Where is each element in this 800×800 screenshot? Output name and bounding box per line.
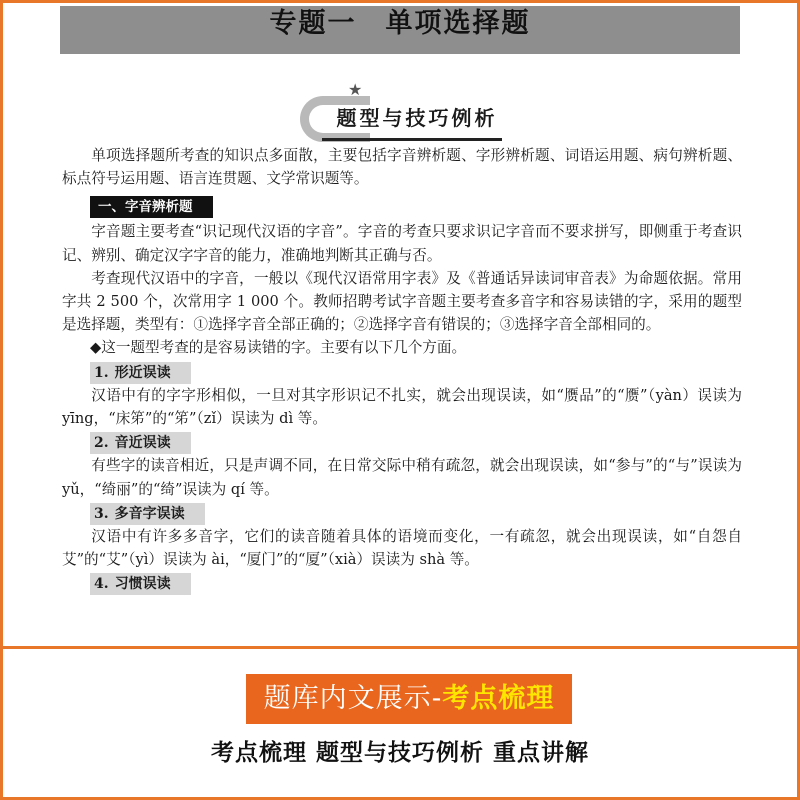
item-heading: 4. 习惯误读 (90, 573, 191, 595)
part-heading: 一、字音辨析题 (90, 196, 213, 218)
banner-highlight: 考点梳理 (442, 683, 555, 714)
paragraph: 考查现代汉语中的字音，一般以《现代汉语常用字表》及《普通话异读词审音表》为命题依据。常用字共 2 500 个，次常用字 1 000 个。教师招聘考试字音题主要考查多音字和容易读错的字，采用的题型是选择题，类型有：①选择字音全部正确的；②选择字音有错误的；③选择字音全部相同的。 (62, 269, 742, 334)
intro-paragraph: 单项选择题所考查的知识点多面散，主要包括字音辨析题、字形辨析题、词语运用题、病句辨析题、标点符号运用题、语言连贯题、文学常识题等。 (62, 147, 742, 188)
list-item (62, 571, 742, 595)
banner-prefix: 题库内文展示- (263, 683, 443, 714)
list-item (62, 430, 742, 501)
item-heading: 1. 形近误读 (90, 362, 191, 384)
section-underline (322, 138, 502, 141)
tagline: 考点梳理 题型与技巧例析 重点讲解 (210, 740, 589, 766)
list-item (62, 360, 742, 431)
section-header (300, 80, 510, 144)
item-text: 汉语中有许多多音字，它们的读音随着具体的语境而变化，一有疏忽，就会出现误读，如“自怨自艾”的“艾”（yì）误读为 ài，“厦门”的“厦”（xià）误读为 shà 等。 (62, 528, 742, 569)
paragraph: 字音题主要考查“识记现代汉语的字音”。字音的考查只要求识记字音而不要求拼写，即侧重于考查识记、辨别、确定汉字字音的能力，准确地判断其正确与否。 (62, 223, 742, 264)
section-title: 题型与技巧例析 (336, 106, 498, 130)
item-heading: 2. 音近误读 (90, 432, 191, 454)
orange-divider (0, 646, 800, 649)
item-text: 有些字的读音相近，只是声调不同，在日常交际中稍有疏忽，就会出现误读，如“参与”的“与”误读为 yǔ，“绮丽”的“绮”误读为 qí 等。 (62, 457, 742, 498)
item-heading: 3. 多音字误读 (90, 503, 205, 525)
chapter-title: 专题一 单项选择题 (269, 8, 531, 39)
list-item (62, 501, 742, 572)
bullet-note: ◆这一题型考查的是容易读错的字。主要有以下几个方面。 (90, 339, 467, 357)
item-text: 汉语中有的字字形相似，一旦对其字形识记不扎实，就会出现误读，如“赝品”的“赝”（yàn）误读为 yīng，“床笫”的“笫”（zǐ）误读为 dì 等。 (62, 386, 742, 428)
star-icon: ★ (348, 80, 363, 99)
document-body (62, 144, 742, 596)
promo-banner (246, 674, 572, 724)
